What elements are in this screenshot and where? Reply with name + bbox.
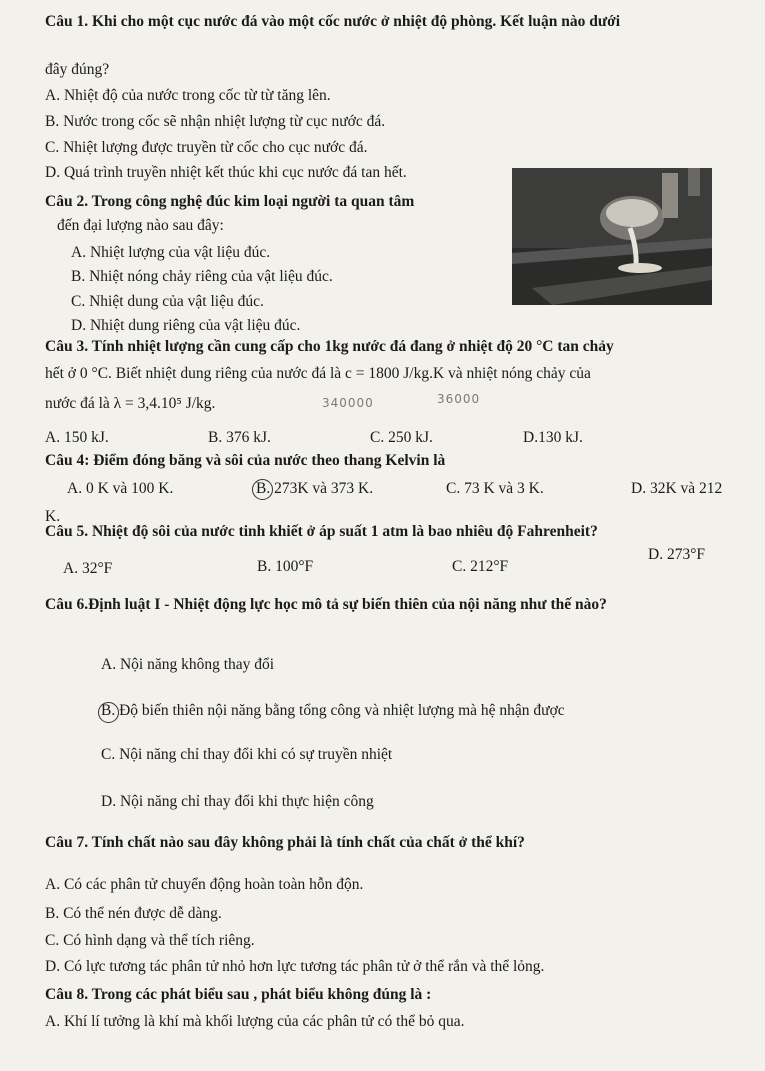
q2-stem-2: đến đại lượng nào sau đây: xyxy=(57,217,224,234)
q7-option-d: D. Có lực tương tác phân tử nhỏ hơn lực tương tác phân tử ở thể rắn và thể lỏng. xyxy=(45,958,545,975)
q5-option-d: D. 273°F xyxy=(648,546,706,563)
q1-stem-1: Câu 1. Khi cho một cục nước đá vào một cốc nước ở nhiệt độ phòng. Kết luận nào dưới xyxy=(45,13,621,30)
q5-option-b: B. 100°F xyxy=(257,558,314,575)
q2-option-b: B. Nhiệt nóng chảy riêng của vật liệu đúc. xyxy=(71,268,333,285)
q7-option-b: B. Có thể nén được dễ dàng. xyxy=(45,905,222,922)
q1-option-d: D. Quá trình truyền nhiệt kết thúc khi cục nước đá tan hết. xyxy=(45,164,407,181)
q4-option-d: D. 32K và 212 xyxy=(631,480,723,497)
q2-stem-1: Câu 2. Trong công nghệ đúc kim loại người ta quan tâm xyxy=(45,193,415,210)
q1-option-a: A. Nhiệt độ của nước trong cốc từ từ tăng lên. xyxy=(45,87,331,104)
metal-casting-photo xyxy=(512,168,712,305)
q4-option-d-continued: K. xyxy=(45,508,61,525)
q3-handwritten-note-2: 36000 xyxy=(437,392,481,406)
q3-handwritten-note-1: 340000 xyxy=(322,396,374,410)
q3-stem-3: nước đá là λ = 3,4.10⁵ J/kg. xyxy=(45,395,216,412)
q1-option-c: C. Nhiệt lượng được truyền từ cốc cho cục nước đá. xyxy=(45,139,368,156)
q8-stem: Câu 8. Trong các phát biểu sau , phát biểu không đúng là : xyxy=(45,986,432,1003)
q5-option-a: A. 32°F xyxy=(63,560,113,577)
q6-option-b: B. Độ biến thiên nội năng bằng tổng công và nhiệt lượng mà hệ nhận được xyxy=(101,702,565,719)
q6-option-a: A. Nội năng không thay đổi xyxy=(101,656,275,673)
q1-stem-2: đây đúng? xyxy=(45,61,110,78)
q6-option-c: C. Nội năng chỉ thay đổi khi có sự truyền nhiệt xyxy=(101,746,393,763)
q5-option-c: C. 212°F xyxy=(452,558,509,575)
q6-option-d: D. Nội năng chỉ thay đổi khi thực hiện công xyxy=(101,793,374,810)
q4-option-b: B. 273K và 373 K. xyxy=(256,480,374,497)
q2-option-c: C. Nhiệt dung của vật liệu đúc. xyxy=(71,293,264,310)
q4-option-c: C. 73 K và 3 K. xyxy=(446,480,544,497)
q3-option-d: D.130 kJ. xyxy=(523,429,583,446)
q3-option-a: A. 150 kJ. xyxy=(45,429,109,446)
q7-stem: Câu 7. Tính chất nào sau đây không phải là tính chất của chất ở thể khí? xyxy=(45,834,525,851)
q8-option-a: A. Khí lí tưởng là khí mà khối lượng của các phân tử có thể bỏ qua. xyxy=(45,1013,465,1030)
q3-stem-1: Câu 3. Tính nhiệt lượng cần cung cấp cho 1kg nước đá đang ở nhiệt độ 20 °C tan chảy xyxy=(45,338,614,355)
q5-stem: Câu 5. Nhiệt độ sôi của nước tinh khiết ở áp suất 1 atm là bao nhiêu độ Fahrenheit? xyxy=(45,523,598,540)
q3-option-c: C. 250 kJ. xyxy=(370,429,433,446)
q1-option-b: B. Nước trong cốc sẽ nhận nhiệt lượng từ cục nước đá. xyxy=(45,113,386,130)
casting-illustration xyxy=(512,168,712,305)
q3-option-b: B. 376 kJ. xyxy=(208,429,271,446)
q6-stem: Câu 6.Định luật I - Nhiệt động lực học mô tả sự biến thiên của nội năng như thế nào? xyxy=(45,596,607,613)
q7-option-c: C. Có hình dạng và thể tích riêng. xyxy=(45,932,255,949)
q3-stem-2: hết ở 0 °C. Biết nhiệt dung riêng của nước đá là c = 1800 J/kg.K và nhiệt nóng chảy của xyxy=(45,365,591,382)
q4-stem: Câu 4: Điểm đóng băng và sôi của nước theo thang Kelvin là xyxy=(45,452,446,469)
q4-option-a: A. 0 K và 100 K. xyxy=(67,480,174,497)
q2-option-a: A. Nhiệt lượng của vật liệu đúc. xyxy=(71,244,271,261)
q7-option-a: A. Có các phân tử chuyển động hoàn toàn hỗn độn. xyxy=(45,876,364,893)
q2-option-d: D. Nhiệt dung riêng của vật liệu đúc. xyxy=(71,317,301,334)
